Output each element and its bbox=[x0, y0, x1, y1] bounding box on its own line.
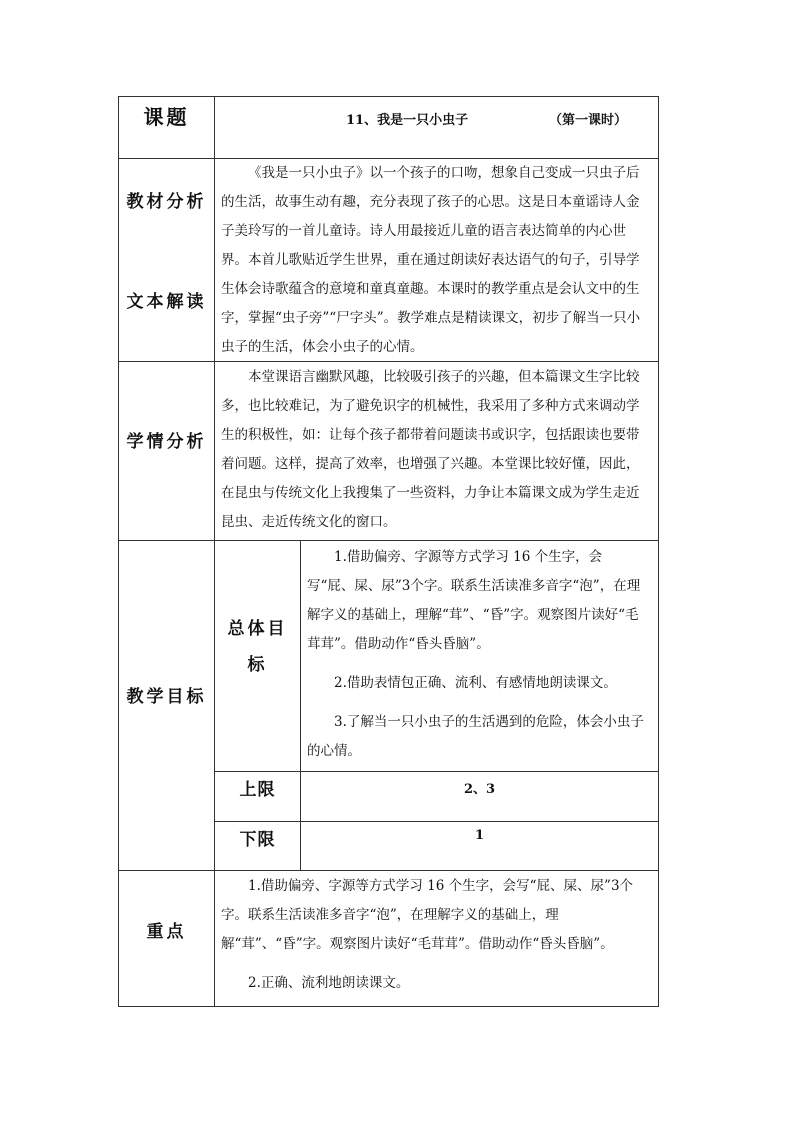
title-label: 课题 bbox=[143, 105, 190, 129]
row-divider bbox=[119, 540, 658, 541]
upper-limit-value: 2、3 bbox=[463, 782, 496, 797]
student-analysis-label: 学情分析 bbox=[126, 432, 207, 452]
goal-item: 2.借助表情包正确、流利、有感情地朗读课文。 bbox=[334, 675, 617, 691]
row-divider bbox=[214, 771, 658, 772]
overall-goals-label-line2: 标 bbox=[247, 655, 268, 675]
student-analysis-paragraph: 本堂课语言幽默风趣，比较吸引孩子的兴趣，但本篇课文生字比较多，也比较难记，为了避免识字的机械性，我采用了多种方式来调动学生的积极性，如：让每个孩子都带着问题读书或识字，包括跟读也要带着问题。这样，提高了效率，也增强了兴趣。本堂课比较好懂，因此，在昆虫与传统文化上我搜集了一些资料，力争让本篇课文成为学生走近昆虫、走近传统文化的窗口。 bbox=[221, 369, 640, 530]
lesson-plan-table bbox=[118, 96, 659, 1007]
overall-goals-list bbox=[301, 543, 658, 766]
key-point-item: 2.正确、流利地朗读课文。 bbox=[248, 975, 410, 991]
lesson-title: 11、我是一只小虫子 bbox=[346, 113, 469, 128]
lower-limit-value: 1 bbox=[474, 828, 485, 843]
row-divider bbox=[119, 870, 658, 871]
lower-limit-label: 下限 bbox=[239, 830, 276, 850]
analysis-text bbox=[215, 159, 658, 362]
key-points-list bbox=[215, 872, 658, 998]
upper-limit-label: 上限 bbox=[239, 780, 276, 800]
text-interpretation-label: 文本解读 bbox=[126, 292, 207, 312]
row-divider bbox=[214, 821, 658, 822]
lesson-period: （第一课时） bbox=[549, 113, 628, 128]
key-point-item: 1.借助偏旁、字源等方式学习 16 个生字，会写“屁、屎、尿”3个字。联系生活读准多音字“泡”，在理解字义的基础上，理解“茸”、“昏”字。观察图片读好“毛茸茸”。借助动作“昏头昏脑”。 bbox=[221, 878, 634, 952]
analysis-paragraph: 《我是一只小虫子》以一个孩子的口吻，想象自己变成一只虫子后的生活，故事生动有趣，充分表现了孩子的心思。这是日本童谣诗人金子美玲写的一首儿童诗。诗人用最接近儿童的语言表达简单的内心世界。本首儿歌贴近学生世界，重在通过朗读好表达语气的句子，引导学生体会诗歌蕴含的意境和童真童趣。本课时的教学重点是会认文中的生字，掌握“虫子旁”“尸字头”。教学难点是精读课文，初步了解当一只小虫子的生活，体会小虫子的心情。 bbox=[221, 165, 641, 355]
textbook-analysis-label: 教材分析 bbox=[126, 192, 207, 212]
student-analysis-text bbox=[215, 363, 658, 537]
overall-goals-label-line1: 总体目 bbox=[227, 619, 288, 639]
goal-item: 1.借助偏旁、字源等方式学习 16 个生字，会写“屁、屎、尿”3个字。联系生活读准多音字“泡”，在理解字义的基础上，理解“茸”、“昏”字。观察图片读好“毛茸茸”。借助动作“昏头昏脑”。 bbox=[307, 549, 641, 652]
teaching-goals-label: 教学目标 bbox=[126, 687, 207, 707]
key-points-label: 重点 bbox=[146, 922, 187, 942]
goal-item: 3.了解当一只小虫子的生活遇到的危险，体会小虫子的心情。 bbox=[307, 714, 644, 759]
